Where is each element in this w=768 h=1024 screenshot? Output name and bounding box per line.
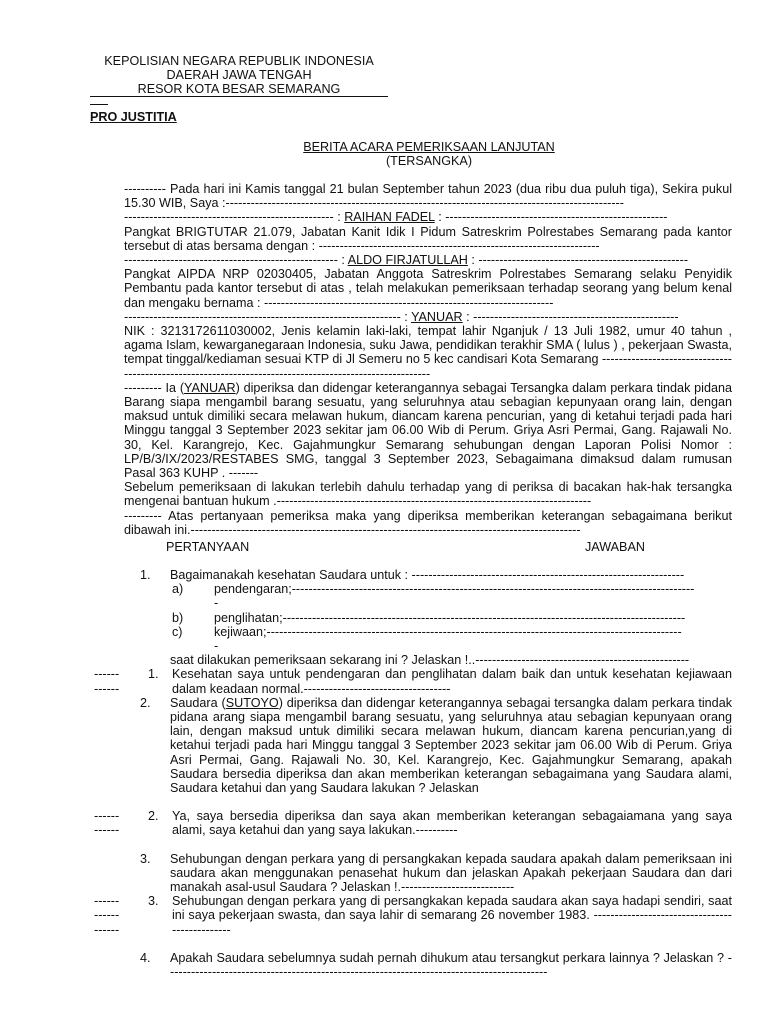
answer-item-2: ------ ------ 2. Ya, saya bersedia diperiksa dan saya akan memberikan keterangan sebagaiamana yang saya alami, saya ketahui dan yang saya lakukan.---------- — [94, 809, 732, 838]
assistant-name: ALDO FIRJATULLAH — [347, 253, 468, 268]
assistant-name-line: --------------------------------------------------- : ALDO FIRJATULLAH : -------------------------------------------------- — [124, 253, 689, 268]
paragraph-case-description: --------- Ia (YANUAR) diperiksa dan didengar keterangannya sebagai Tersangka dalam perkara tindak pidana Barang siapa mengambil barang sesuatu, yang seluruhnya atau sebagian kepunyaan orang lain, dengan maksud untuk dimiliki secara melawan hukum, diancam karena pencurian, yang di ketahui terjadi pada hari Minggu tanggal 3 September 2023 sekitar jam 06.00 Wib di Perum. Griya Asri Permai, Gang. Rajawali No. 30, Kel. Karangrejo, Kec. Gajahmungkur Semarang sehubungan dengan Laporan Polisi Nomor : LP/B/3/IX/2023/RESTABES SMG, tanggal 3 September 2023, Sebagaimana dimaksud dalam rumusan Pasal 363 KUHP . ------- — [124, 380, 732, 481]
document-title-main: BERITA ACARA PEMERIKSAAN LANJUTAN — [303, 140, 555, 154]
paragraph-statement-intro: --------- Atas pertanyaan pemeriksa maka yang diperiksa memberikan keterangan sebagaimana berikut dibawah ini.--------------------------------------------------------------------------------------------- — [124, 508, 732, 537]
question-item-3: 3. Sehubungan dengan perkara yang di persangkakan kepada saudara apakah dalam pemeriksaan ini saudara akan menggunakan penasehat hukum dan jelaskan Apakah pekerjaan Saudara dan dari manakah asal-usul Saudara ? Jelaskan !.--------------------------- ------ ------ ------ 3. Sehubungan dengan perkara yang di persangkakan kepada saudara akan saya hadapi sendiri, saat ini saya pekerjaan swasta, dan saya lahir di semarang 26 november 1983. ----------------------------------------------- — [124, 852, 732, 937]
document-body — [124, 182, 732, 537]
question-column-title: PERTANYAAN — [166, 540, 250, 554]
question-item-4: 4. Apakah Saudara sebelumnya sudah pernah dihukum atau tersangkut perkara lainnya ? Jelaskan ? ------------------------------------------------------------------------------------------- — [140, 950, 732, 980]
qa-header — [124, 540, 732, 554]
answer-item-1: ------ ------ 1. Kesehatan saya untuk pendengaran dan penglihatan dalam baik dan untuk kesehatan kejiawaan dalam keadaan normal.----------------------------------- — [94, 667, 732, 696]
pro-justitia-label: PRO JUSTITIA — [90, 110, 177, 124]
paragraph-assistant-rank: Pangkat AIPDA NRP 02030405, Jabatan Anggota Satreskrim Polrestabes Semarang selaku Penyidik Pembantu pada kantor tersebut di atas , telah melakukan pemeriksaan terhadap seorang yang belum kenal dan mengaku bernama : --------------------------------------------------------------------- — [124, 267, 732, 310]
answer-item-3: ------ ------ ------ 3. Sehubungan dengan perkara yang di persangkakan kepada saudara akan saya hadapi sendiri, saat ini saya pekerjaan swasta, dan saya lahir di semarang 26 november 1983. ----------------------------------------------- — [94, 894, 732, 937]
letterhead — [90, 54, 388, 97]
suspect-name: YANUAR — [411, 309, 463, 324]
document-title — [200, 140, 658, 168]
qa-list — [94, 568, 732, 993]
answer-column-title: JAWABAN — [585, 540, 645, 554]
paragraph-opening: ---------- Pada hari ini Kamis tanggal 21 bulan September tahun 2023 (dua ribu dua puluh tiga), Sekira pukul 15.30 WIB, Saya :----------------------------------------------------------------------------------------------- — [124, 182, 732, 211]
suspect-name-line: ------------------------------------------------------------------ : YANUAR : ------------------------------------------------- — [124, 309, 679, 324]
paragraph-suspect-identity: NIK : 3213172611030002, Jenis kelamin laki-laki, tempat lahir Nganjuk / 13 Juli 1982, umur 40 tahun , agama Islam, kewarganegaraan Indonesia, suku Jawa, pendidikan terakhir SMA ( lulus ) , pekerjaan Swasta, tempat tinggal/kediaman sesuai KTP di Jl Semeru no 5 kec candisari Kota Semarang -------------------------------------------------------------------------------------------------------- — [124, 324, 732, 381]
pro-justitia-overline — [90, 104, 108, 105]
letterhead-line-1: KEPOLISIAN NEGARA REPUBLIK INDONESIA — [104, 54, 374, 68]
question-item-1: 1. Bagaimanakah kesehatan Saudara untuk : ----------------------------------------------------------------- a) pendengaran;------------------------------------------------------------------------------------------------ - b) penglihatan;------------------------------------------------------------------------------------------------ c) kejiwaan;--------------------------------------------------------------------------------------------------- - saat dilakukan pemeriksaan sekarang ini ? Jelaskan !..--------------------------------------------------- ------ ------ 1. Kesehatan saya untuk pendengaran dan penglihatan dalam baik dan untuk kesehatan kejiawaan dalam keadaan normal.----------------------------------- — [124, 568, 732, 696]
examiner-name-line: -------------------------------------------------- : RAIHAN FADEL : ----------------------------------------------------- — [124, 210, 668, 225]
paragraph-examiner-rank: Pangkat BRIGTUTAR 21.079, Jabatan Kanit Idik I Pidum Satreskrim Polrestabes Semarang pada kantor tersebut di atas bersama dengan : ------------------------------------------------------------------- — [124, 224, 732, 253]
letterhead-line-2: DAERAH JAWA TENGAH — [166, 68, 312, 82]
question-item-2: 2. Saudara (SUTOYO) diperiksa dan didengar keterangannya sebagai tersangka dalam perkara tindak pidana arang siapa mengambil barang sesuatu, yang seluruhnya atau sebagian kepunyaan orang lain, dengan maksud untuk dimiliki secara melawan hukum, diancam karena pencurian,yang di ketahui terjadi pada hari Minggu tanggal 3 September 2023 sekitar jam 06.00 Wib di Perum. Griya Asri Permai, Gang. Rajawali No. 30, Kel. Karangrejo, Kec. Gajahmungkur Semarang, apakah Saudara bersedia diperiksa dan akan memberikan keterangan sebagaimana yang Saudara alami, Saudara ketahui dan yang Saudara lakukan ? Jelaskan ------ ------ 2. Ya, saya bersedia diperiksa dan saya akan memberikan keterangan sebagaiamana yang saya alami, saya ketahui dan yang saya lakukan.---------- — [124, 696, 732, 838]
letterhead-line-3: RESOR KOTA BESAR SEMARANG — [90, 82, 388, 97]
document-title-sub: (TERSANGKA) — [385, 154, 473, 168]
examiner-name: RAIHAN FADEL — [344, 210, 435, 225]
paragraph-rights: Sebelum pemeriksaan di lakukan terlebih dahulu terhadap yang di periksa di bacakan hak-hak tersangka mengenai bantuan hukum .--------------------------------------------------------------------------- — [124, 480, 732, 509]
witness-name: SUTOYO — [225, 695, 279, 710]
